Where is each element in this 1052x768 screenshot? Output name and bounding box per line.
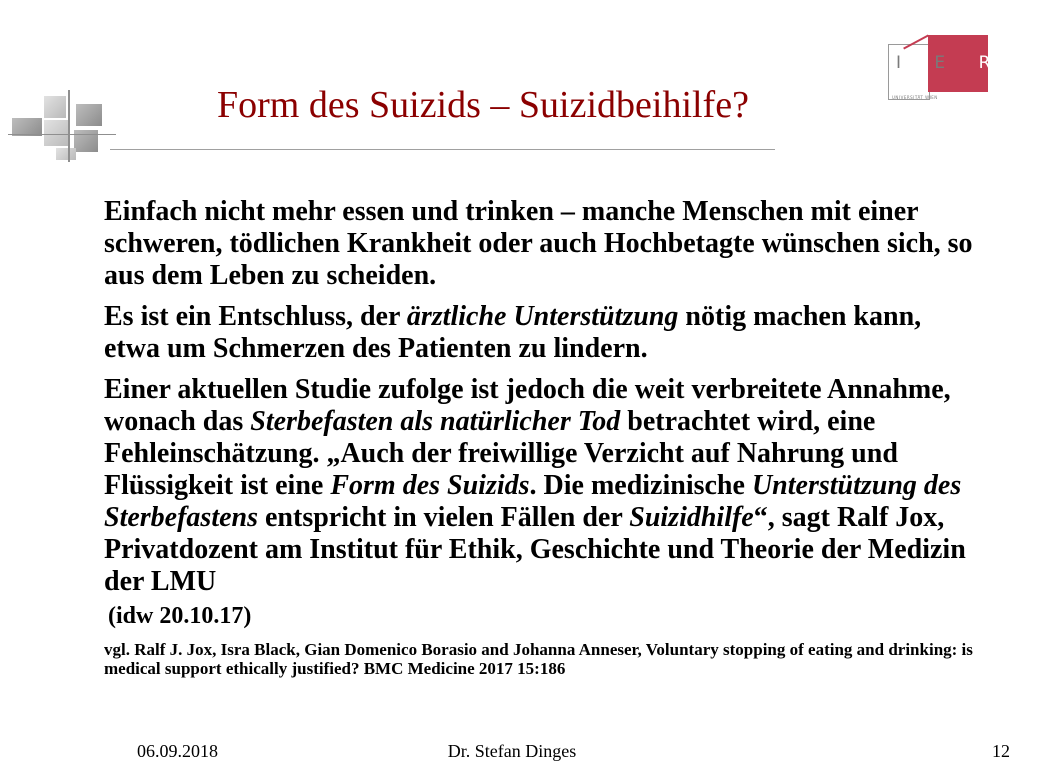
paragraph-3-text-g: entspricht in vielen Fällen der [258,502,630,533]
title-divider [110,149,775,150]
paragraph-2-text-a: Es ist ein Entschluss, der [104,301,407,332]
footer-author: Dr. Stefan Dinges [447,741,577,761]
paragraph-3-text-e: . Die medizinische [529,470,752,501]
logo-subtitle: UNIVERSITÄT WIEN [892,95,938,100]
decorative-squares-graphic [8,90,118,165]
paragraph-2 [104,301,984,365]
logo-letters-right: R M [978,53,1052,73]
paragraph-1: Einfach nicht mehr essen und trinken – manche Menschen mit einer schweren, tödlichen Krankheit oder auch Hochbetagte wünschen sich, so aus dem Leben zu scheiden. [104,196,973,291]
reference-note: vgl. Ralf J. Jox, Isra Black, Gian Domenico Borasio and Johanna Anneser, Voluntary stopping of eating and drinking: is medical support ethically justified? BMC Medicine 2017 15:186 [104,640,973,678]
slide-body [104,196,984,678]
paragraph-3-emphasis-3: Unterstützung des Sterbefastens [104,470,962,533]
paragraph-3-text-a: Einer aktuellen Studie zufolge ist jedoch die weit verbreitete Annahme, wonach das [104,374,951,437]
paragraph-3-text-c: betrachtet wird, eine Fehleinschätzung. „Auch der freiwillige Verzicht auf Nahrung und Flüssigkeit ist eine [104,406,898,501]
slide-title: Form des Suizids – Suizidbeihilfe? [217,84,749,126]
ierm-logo [888,35,1052,105]
source-citation: (idw 20.10.17) [108,603,252,629]
paragraph-2-emphasis: ärztliche Unterstützung [406,301,679,332]
paragraph-3-emphasis-2: Form des Suizids [330,470,530,501]
paragraph-3-emphasis-1: Sterbefasten als natürlicher Tod [250,406,621,437]
paragraph-3-text-i: “, sagt Ralf Jox, Privatdozent am Institut für Ethik, Geschichte und Theorie der Medizin der LMU [104,502,966,597]
footer-date: 06.09.2018 [137,741,218,761]
footer-page-number: 12 [992,741,1010,761]
paragraph-2-text-c: nötig machen kann, etwa um Schmerzen des Patienten zu lindern. [104,301,922,364]
paragraph-3-emphasis-4: Suizidhilfe [629,502,754,533]
paragraph-3 [104,374,984,598]
logo-letters-left: I E [896,53,960,73]
logo-letters [896,53,1052,73]
